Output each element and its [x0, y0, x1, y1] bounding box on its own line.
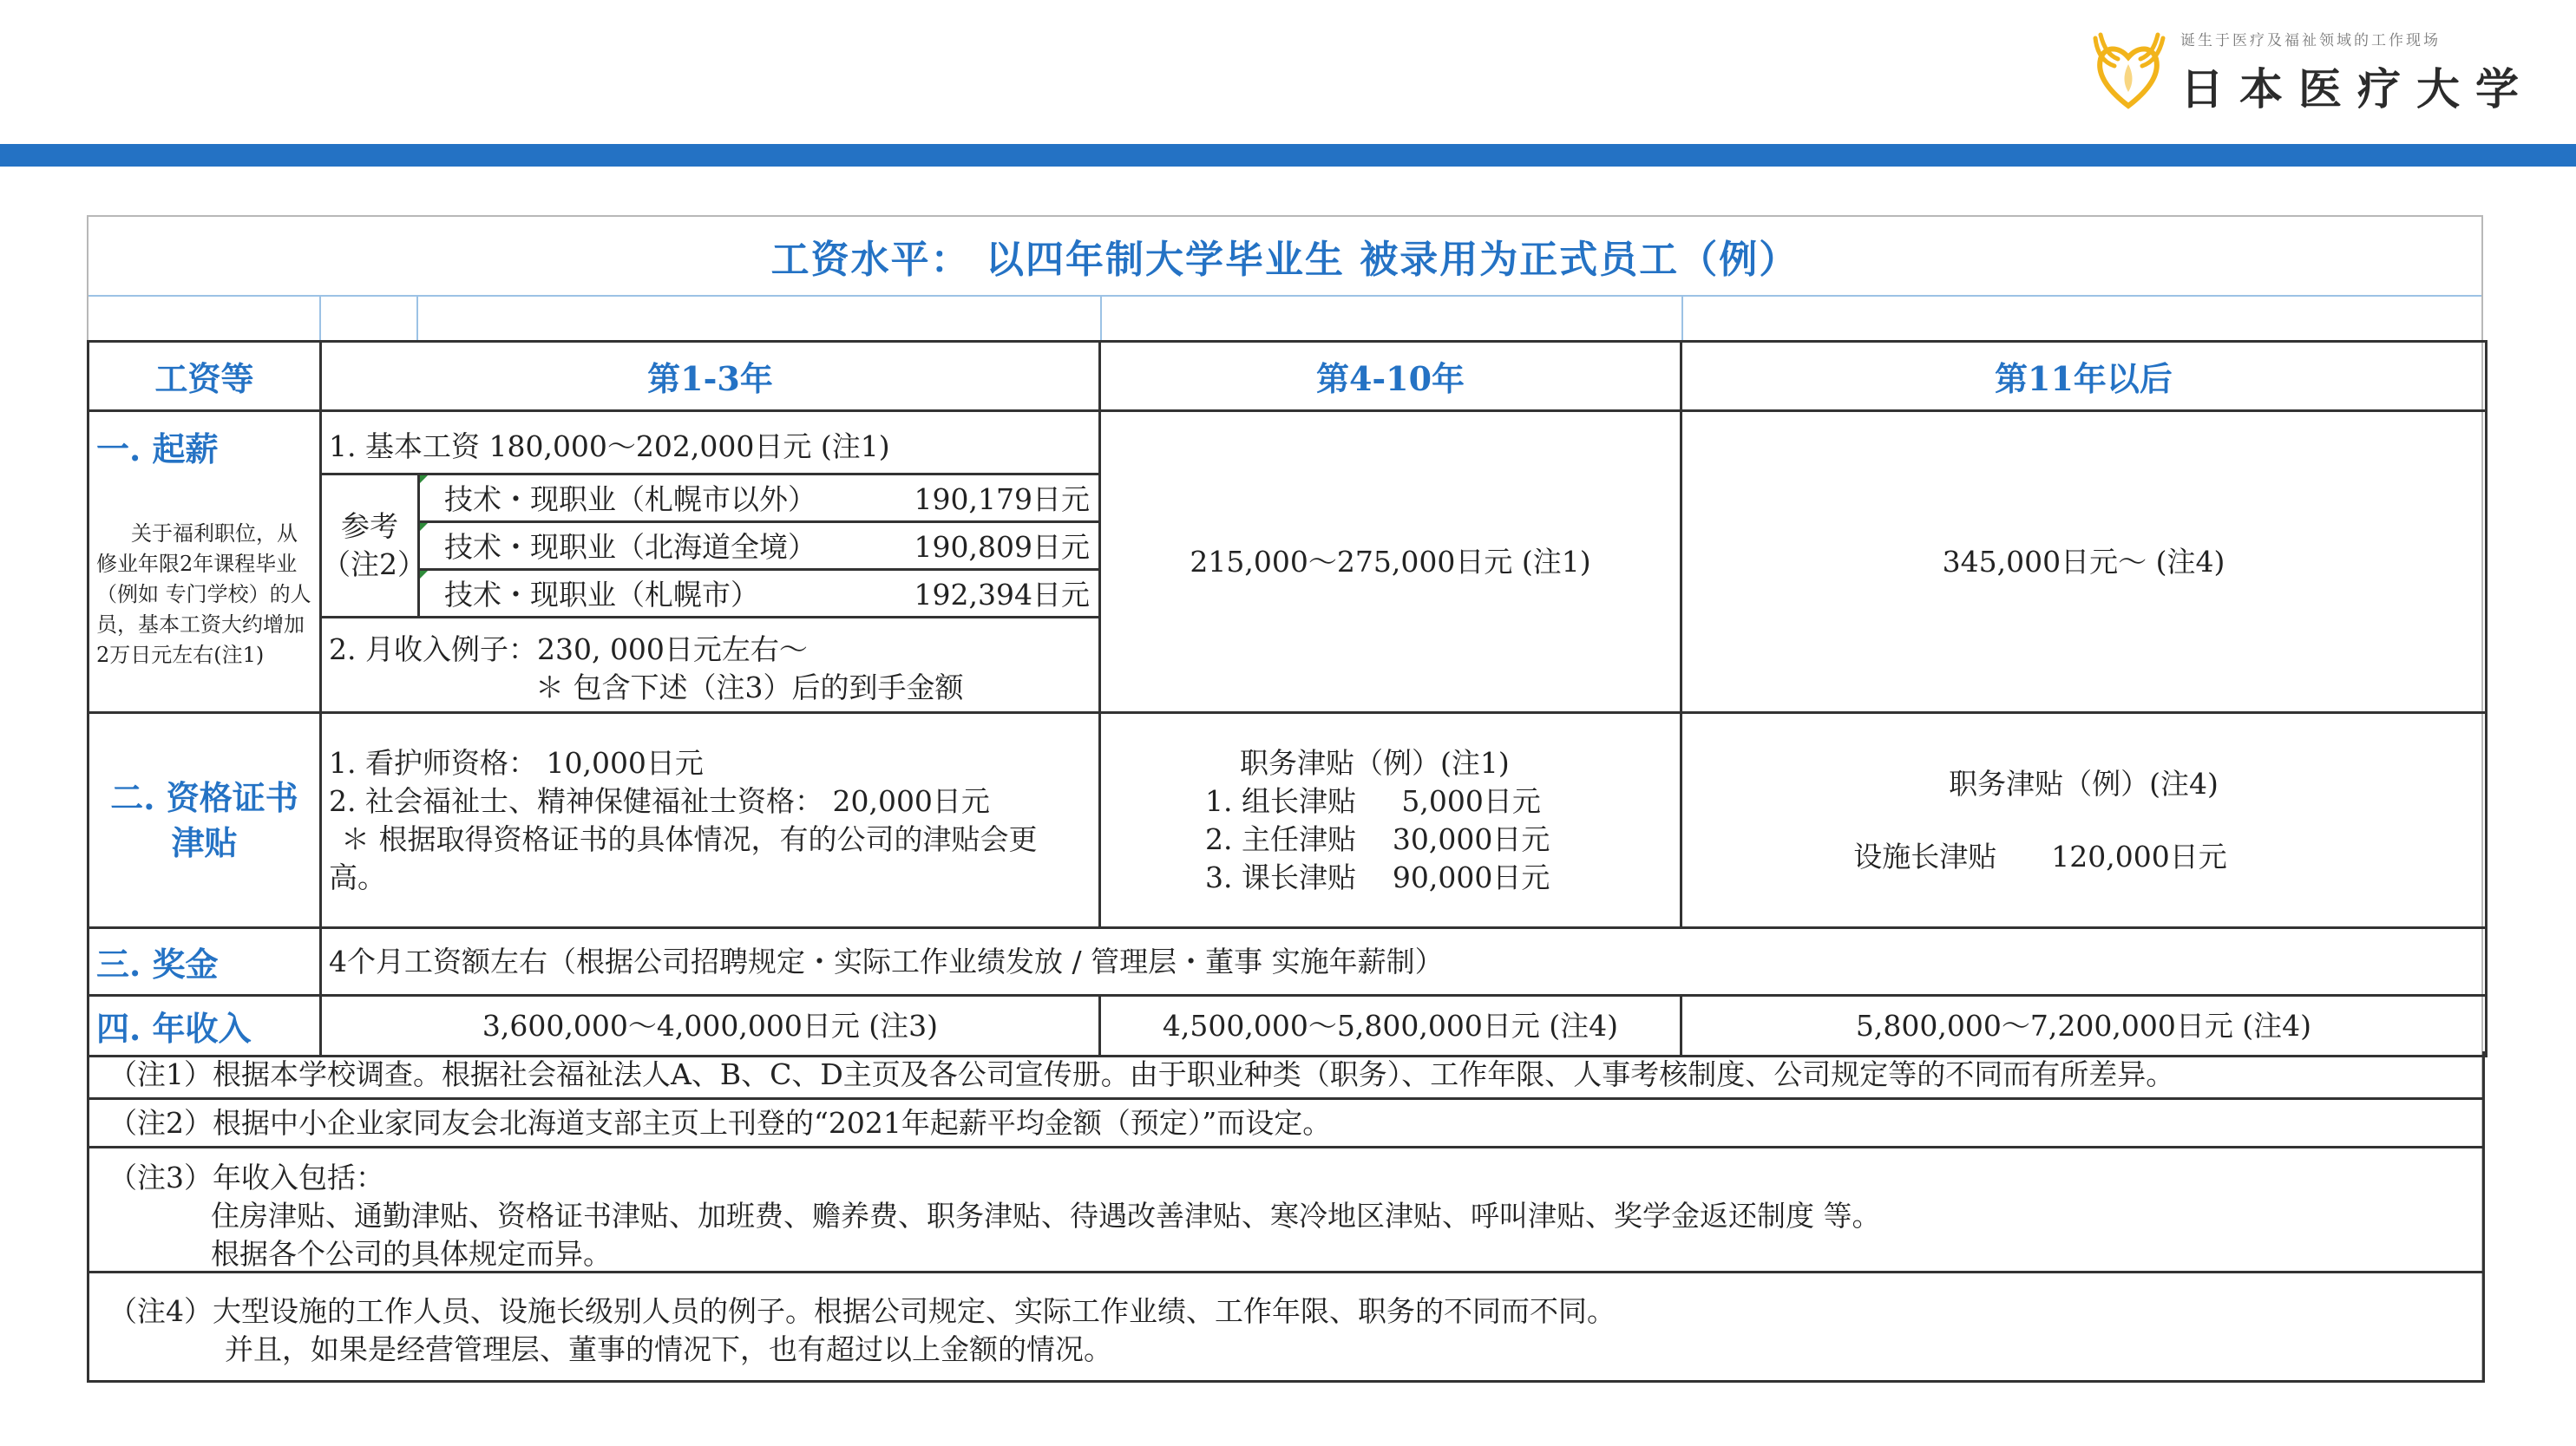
- position-allowance-item: 2. 主任津贴 30,000日元: [1205, 821, 1550, 856]
- reference-row-name: 技术・现职业（札幌市以外）: [444, 482, 816, 516]
- annual-income-label: 四. 年收入: [88, 996, 321, 1057]
- certificate-allowance-category: [88, 713, 321, 928]
- starting-salary-label: 一. 起薪: [96, 429, 219, 468]
- position-allowance-years-4-10: [1100, 713, 1681, 928]
- empty-grid-row: [88, 295, 2481, 342]
- header-year-11-plus: 第11年以后: [1681, 342, 2487, 411]
- reference-row: [420, 520, 1098, 568]
- starting-salary-year-11-plus: 345,000日元～ (注4): [1681, 411, 2487, 713]
- reference-block: [322, 475, 1098, 618]
- certificate-allowance-years-1-3: [321, 713, 1100, 928]
- footnote-4: [89, 1273, 2482, 1377]
- footnote-2: （注2）根据中小企业家同友会北海道支部主页上刊登的“2021年起薪平均金额（预定）”而设定。: [89, 1100, 2482, 1148]
- bonus-text: 4个月工资额左右（根据公司招聘规定・实际工作业绩发放 / 管理层・董事 实施年薪制）: [321, 928, 2487, 996]
- reference-label: 参考（注2）: [322, 475, 420, 616]
- position-allowance-title: 职务津贴（例）(注1): [1240, 745, 1510, 780]
- certificate-note: ＊ 根据取得资格证书的具体情况，有的公司的津贴会更高。: [329, 821, 1038, 894]
- certificate-allowance-label: 二. 资格证书: [110, 777, 298, 817]
- certificate-allowance-label-2: 津贴: [171, 822, 238, 862]
- university-name: 日本医疗大学: [2180, 63, 2534, 115]
- bonus-label: 三. 奖金: [88, 928, 321, 996]
- footnote-3: [89, 1148, 2482, 1273]
- position-allowance-item: 3. 课长津贴 90,000日元: [1205, 860, 1550, 894]
- starting-salary-years-4-10: 215,000～275,000日元 (注1): [1100, 411, 1681, 713]
- footnote-3-title: （注3）年收入包括：: [108, 1161, 384, 1194]
- certificate-line: 1. 看护师资格： 10,000日元: [329, 745, 704, 780]
- reference-row-amount: 190,179日元: [914, 482, 1090, 516]
- starting-salary-category: [88, 411, 321, 713]
- reference-row-amount: 190,809日元: [914, 530, 1090, 564]
- university-logo: [2088, 28, 2534, 117]
- header-years-1-3: 第1-3年: [321, 342, 1100, 411]
- logo-tagline: 诞生于医疗及福祉领域的工作现场: [2180, 32, 2441, 49]
- annual-income-row: [88, 996, 2487, 1057]
- bonus-row: [88, 928, 2487, 996]
- header-accent-bar: [0, 144, 2576, 167]
- facility-head-allowance: 设施长津贴 120,000日元: [1853, 839, 2227, 873]
- starting-salary-row: [88, 411, 2487, 713]
- header-salary-grade: 工资等: [88, 342, 321, 411]
- monthly-income-footnote: ＊ 包含下述（注3）后的到手金额: [535, 670, 964, 704]
- annual-income-year-11-plus: 5,800,000～7,200,000日元 (注4): [1681, 996, 2487, 1057]
- position-allowance-title: 职务津贴（例）(注4): [1949, 766, 2219, 801]
- annual-income-years-4-10: 4,500,000～5,800,000日元 (注4): [1100, 996, 1681, 1057]
- starting-salary-years-1-3: [321, 411, 1100, 713]
- position-allowance-item: 1. 组长津贴 5,000日元: [1205, 783, 1541, 818]
- position-allowance-year-11-plus: [1681, 713, 2487, 928]
- annual-income-years-1-3: 3,600,000～4,000,000日元 (注3): [321, 996, 1100, 1057]
- sheet-title: 工资水平： 以四年制大学毕业生 被录用为正式员工（例）: [88, 217, 2481, 297]
- reference-row: [420, 568, 1098, 616]
- footnote-3-line: 根据各个公司的具体规定而异。: [211, 1237, 612, 1271]
- reference-row-name: 技术・现职业（札幌市）: [444, 578, 759, 612]
- reference-rows: [420, 475, 1098, 616]
- reference-row-name: 技术・现职业（北海道全境）: [444, 530, 816, 564]
- salary-table: [87, 340, 2488, 1057]
- heart-wings-logo-icon: [2088, 29, 2168, 116]
- footnotes: [87, 1051, 2485, 1383]
- base-salary-line: 1. 基本工资 180,000～202,000日元 (注1): [322, 417, 1098, 475]
- monthly-income-example: [322, 618, 1098, 707]
- certificate-line: 2. 社会福祉士、精神保健福祉士资格： 20,000日元: [329, 783, 990, 818]
- reference-row: [420, 475, 1098, 520]
- starting-salary-side-note: 关于福利职位，从修业年限2年课程毕业（例如 专门学校）的人员，基本工资大约增加 2万日元左右(注1): [96, 521, 311, 667]
- header-years-4-10: 第4-10年: [1100, 342, 1681, 411]
- table-header-row: [88, 342, 2487, 411]
- footnote-4-line: （注4）大型设施的工作人员、设施长级别人员的例子。根据公司规定、实际工作业绩、工作年限、职务的不同而不同。: [108, 1294, 1616, 1328]
- reference-row-amount: 192,394日元: [914, 578, 1090, 612]
- footnote-3-line: 住房津贴、通勤津贴、资格证书津贴、加班费、赡养费、职务津贴、待遇改善津贴、寒冷地区津贴、呼叫津贴、奖学金返还制度 等。: [211, 1199, 1881, 1233]
- footnote-1: （注1）根据本学校调查。根据社会福祉法人A、B、C、D主页及各公司宣传册。由于职业种类（职务）、工作年限、人事考核制度、公司规定等的不同而有所差异。: [89, 1051, 2482, 1100]
- footnote-4-line: 并且，如果是经营管理层、董事的情况下，也有超过以上金额的情况。: [225, 1332, 1112, 1366]
- certificate-allowance-row: [88, 713, 2487, 928]
- monthly-income-line: 2. 月收入例子：230, 000日元左右～: [329, 631, 808, 666]
